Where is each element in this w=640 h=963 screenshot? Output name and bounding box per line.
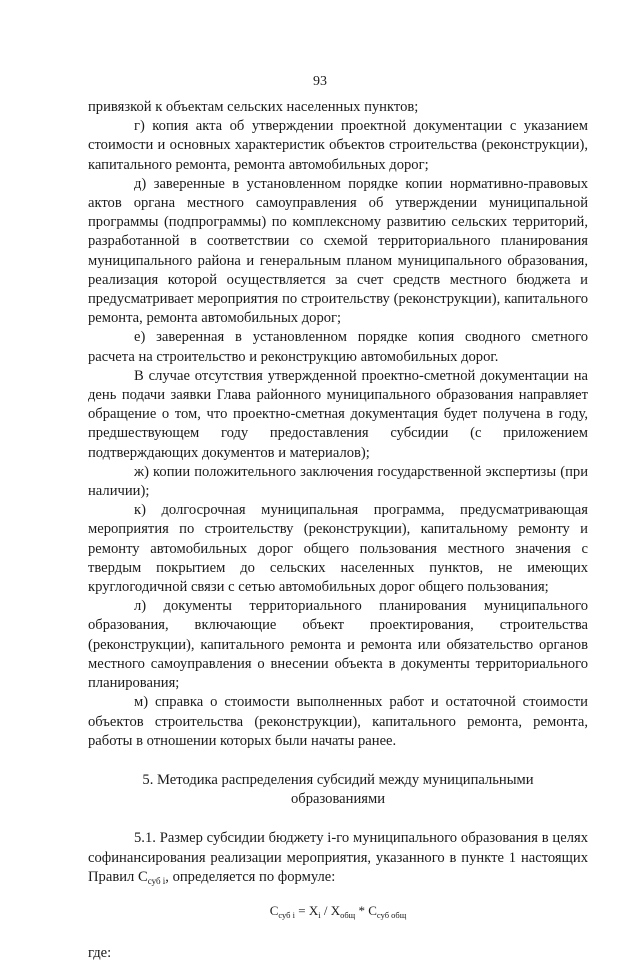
paragraph-item-d: д) заверенные в установленном порядке копии нормативно-правовых актов органа местного самоуправления об утверждении муниципальной программы (подпрограммы) по комплексному развитию сельских территорий, разработанной в соответствии со схемой территориального планирования муниципального района и генеральным планом муниципального образования, реализация которой осуществляется за счет средств местного бюджета и предусматривает мероприятия по строительству (реконструкции), капитального ремонта, ремонта автомобильных дорог; (88, 175, 588, 327)
section-heading-line1: 5. Методика распределения субсидий между муниципальными (142, 771, 534, 788)
paragraph-item-g: г) копия акта об утверждении проектной документации с указанием стоимости и основных характеристик объектов строительства (реконструкции), капитального ремонта, ремонта автомобильных дорог; (88, 118, 588, 173)
section-heading (88, 771, 588, 809)
paragraph-item-m: м) справка о стоимости выполненных работ и остаточной стоимости объектов строительства (реконструкции), капитального ремонта, ремонта, работы в отношении которых были начаты ранее. (88, 694, 588, 749)
formula-eq: = X (295, 902, 319, 918)
formula-x2-sub: общ (340, 909, 356, 920)
paragraph-continuation: привязкой к объектам сельских населенных пунктов; (88, 99, 419, 115)
formula-mul: * С (355, 902, 377, 918)
section-heading-line2: образованиями (290, 791, 386, 808)
paragraph-5-1-subscript: суб i (147, 875, 166, 886)
document-body (88, 98, 588, 963)
paragraph-5-1 (88, 829, 588, 887)
paragraph-item-l: л) документы территориального планирования муниципального образования, включающие объект проектирования, строительства (реконструкции), капитального ремонта и ремонта или обязательство органов местного самоуправления о внесении объекта в документы территориального планирования; (88, 598, 588, 692)
page-number: 93 (313, 74, 327, 89)
paragraph-item-e: е) заверенная в установленном порядке копия сводного сметного расчета на строительство и реконструкцию автомобильных дорог. (88, 329, 588, 365)
where-label: где: (88, 945, 112, 962)
paragraph-5-1-tail: , определяется по формуле: (165, 868, 336, 885)
paragraph-no-documentation: В случае отсутствия утвержденной проектно-сметной документации на день подачи заявки Глава районного муниципального образования направляет обращение о том, что проектно-сметная документация будет получена в году, предшествующем году предоставления субсидии (с приложением подтверждающих документов и материалов); (88, 367, 588, 461)
formula-c-sub: суб i (278, 909, 295, 920)
formula-div: / X (320, 902, 341, 918)
paragraph-5-1-text: 5.1. Размер субсидии бюджету i-го муниципального образования в целях софинансирования реализации мероприятия, указанного в пункте 1 настоящих Правил С (88, 830, 588, 885)
paragraph-item-zh: ж) копии положительного заключения государственной экспертизы (при наличии); (88, 463, 588, 500)
subsidy-formula (88, 901, 588, 920)
formula-c: С (269, 902, 279, 918)
paragraph-item-k: к) долгосрочная муниципальная программа, предусматривающая мероприятия по строительству (реконструкции), капитальному ремонту и ремонту автомобильных дорог общего пользования местного значения с твердым покрытием до сельских населенных пунктов, не имеющих круглогодичной связи с сетью автомобильных дорог общего пользования; (88, 502, 588, 596)
formula-c2-sub: суб общ (376, 909, 407, 920)
formula-x-sub: i (318, 909, 321, 920)
